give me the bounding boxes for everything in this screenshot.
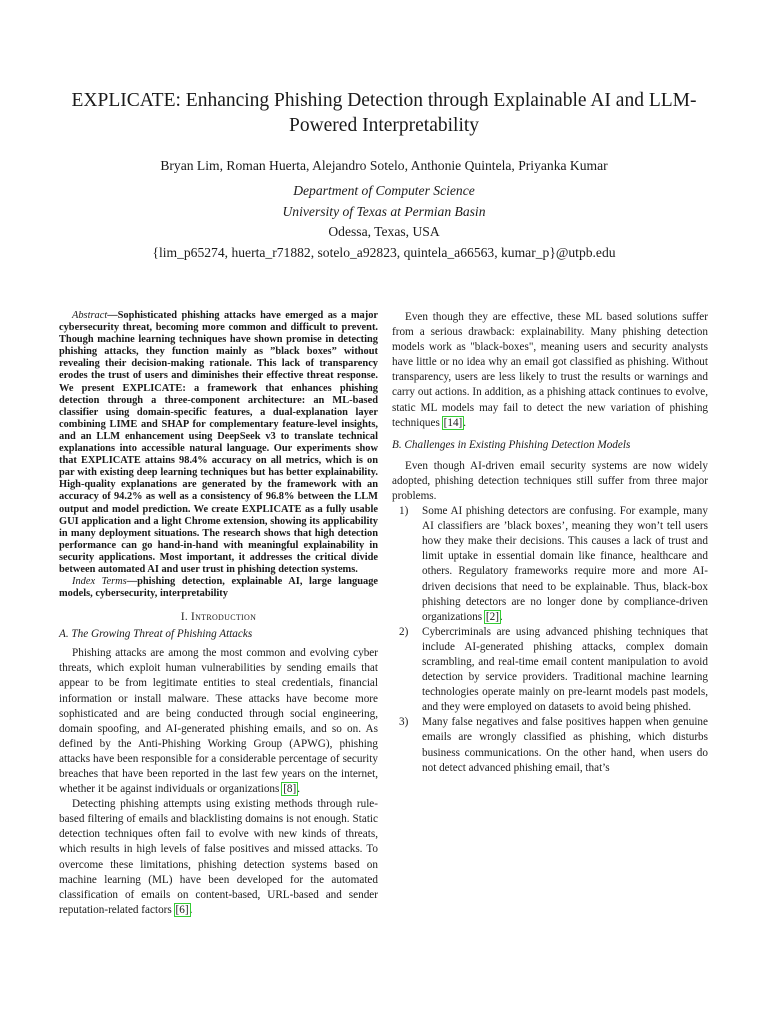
index-terms-lead: Index Terms xyxy=(72,576,127,588)
author-emails: {lim_p65274, huerta_r71882, sotelo_a92823, quintela_a66563, kumar_p}@utpb.edu xyxy=(152,245,616,261)
citation-link[interactable]: [14] xyxy=(443,416,463,429)
left-column xyxy=(59,310,378,918)
abstract-text: —Sophisticated phishing attacks have emerged as a major cybersecurity threat, becoming more common and difficult to prevent. Though machine learning techniques have shown promise in detecting phishing attacks, they function mainly as ”black boxes” without revealing their decision-making rationale. This lack of transparency erodes the trust of users and diminishes their effective threat response. We present EXPLICATE: a framework that enhances phishing detection through a three-component architecture: an ML-based classifier using domain-specific features, a dual-explanation layer combining LIME and SHAP for complementary feature-level insights, and an LLM enhancement using DeepSeek v3 to translate technical explanations into accessible natural language. Our experiments show that EXPLICATE attains 98.4% accuracy on all metrics, which is on par with existing deep learning techniques but has better explainability. High-quality explanations are generated by the framework with an accuracy of 94.2% as well as a consistency of 96.8% between the LLM output and model prediction. We create EXPLICATE as a fully usable GUI application and a light Chrome extension, showing its applicability in many deployment situations. The research shows that high detection performance can go hand-in-hand with meaningful explainability in security applications. Most important, it addresses the critical divide between automated AI and user trust in phishing detection systems. xyxy=(59,310,378,575)
university: University of Texas at Permian Basin xyxy=(282,203,486,219)
list-number: 1) xyxy=(399,505,409,518)
list-item: 3) Many false negatives and false positives happen when genuine emails are wrongly classified as phishing, which disturbs business communications. On the other hand, when users do not detect advanced phishing email, that’s xyxy=(399,716,708,774)
location: Odessa, Texas, USA xyxy=(328,224,440,240)
list-number: 3) xyxy=(399,716,409,729)
author-list: Bryan Lim, Roman Huerta, Alejandro Sotelo, Anthonie Quintela, Priyanka Kumar xyxy=(160,158,608,173)
citation-link[interactable]: [2] xyxy=(485,610,499,623)
subsection-heading-a: A. The Growing Threat of Phishing Attacks xyxy=(59,628,253,641)
subsection-heading-b: B. Challenges in Existing Phishing Detection Models xyxy=(392,438,631,451)
list-item: 1) Some AI phishing detectors are confusing. For example, many AI classifiers are ’black boxes’, meaning they won’t tell users how they make their decisions. This causes a lack of trust and limit uptake in essential domain like finance, healthcare and others. Regulatory frameworks require more and more AI-driven decisions that need to be explainable. Thus, black-box phishing detectors are no longer done by compliance-driven organizations [2]. xyxy=(399,505,708,623)
abstract-lead: Abstract xyxy=(72,310,108,321)
index-terms xyxy=(59,576,378,600)
right-column xyxy=(392,310,708,776)
department: Department of Computer Science xyxy=(293,183,475,198)
paragraph: Even though AI-driven email security systems are now widely adopted, phishing detection techniques still suffer from three major problems. xyxy=(392,459,708,502)
list-number: 2) xyxy=(399,625,409,638)
paragraph: Phishing attacks are among the most common and evolving cyber threats, which exploit human vulnerabilities by sending emails that appear to be from legitimate entities to steal credentials, financial information or install malware. These attacks have become more sophisticated and are being conducted through social engineering, domain spoofing, and AI-generated phishing emails, and so on. As defined by the Anti-Phishing Working Group (APWG), phishing attacks have been responsible for a considerable percentage of security breaches that have been reported in the last few years on the internet, whether it be against individuals or organizations [8]. xyxy=(59,647,378,796)
paper-title: EXPLICATE: Enhancing Phishing Detection through Explainable AI and LLM-Powered Interpretability xyxy=(71,90,697,136)
citation-link[interactable]: [8] xyxy=(283,783,297,796)
list-item: 2) Cybercriminals are using advanced phishing techniques that include AI-generated phishing attacks, complex domain scrambling, and real-time email content manipulation to avoid detection by service providers. Traditional machine learning technologies operate mainly on pre-learnt models past models, and they were employed on datasets to avoid being phished. xyxy=(399,625,708,714)
abstract xyxy=(59,310,378,576)
section-heading-introduction: I. Introduction xyxy=(180,611,257,624)
paragraph: Even though they are effective, these ML based solutions suffer from a serious drawback: explainability. Many phishing detection models work as "black-boxes", meaning users and security analysts have little or no idea why an email got classified as phishing. Without transparency, users are less likely to trust the results or warnings and carry out actions. In addition, as a phishing attack continues to evolve, static ML models may fail to detect the new variation of phishing techniques [14]. xyxy=(392,311,708,429)
challenge-list xyxy=(392,504,708,776)
paragraph: Detecting phishing attempts using existing methods through rule-based filtering of emails and blacklisting domains is not enough. Static detection techniques often fail to evolve with new kinds of threats, which results in high levels of false positives and missed attacks. To overcome these limitations, phishing detection systems based on machine learning (ML) have been developed for the automated classification of emails on content-based, URL-based and sender reputation-related factors [6]. xyxy=(59,798,378,916)
citation-link[interactable]: [6] xyxy=(175,903,189,916)
index-terms-text: —phishing detection, explainable AI, large language models, cybersecurity, interpretability xyxy=(59,576,379,600)
affiliation-block xyxy=(40,181,728,264)
